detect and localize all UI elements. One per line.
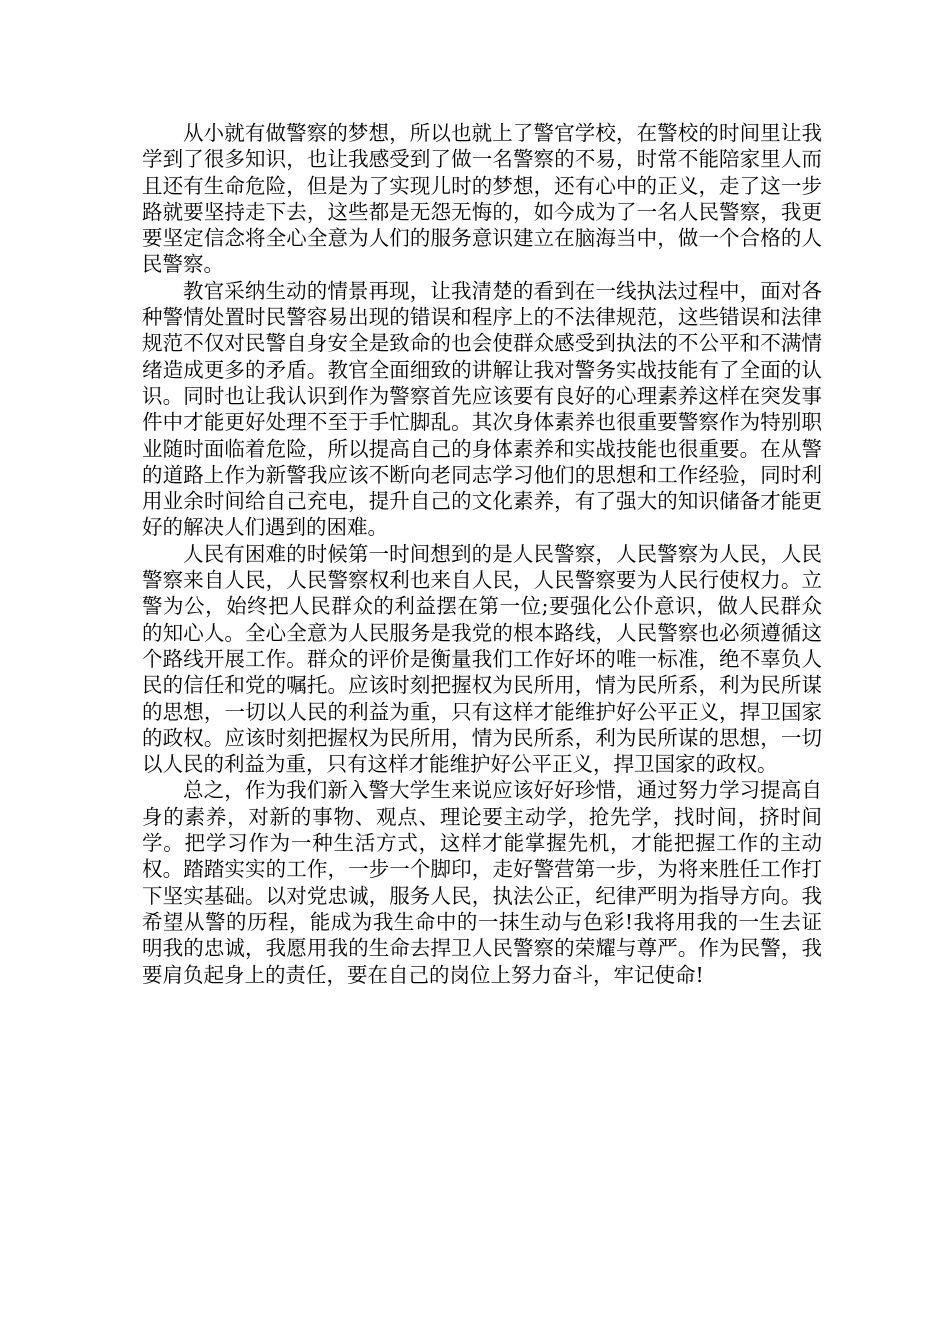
paragraph-1: 从小就有做警察的梦想，所以也就上了警官学校，在警校的时间里让我学到了很多知识，也让我感受到了做一名警察的不易，时常不能陪家里人而且还有生命危险，但是为了实现儿时的梦想，还有心中的正义，走了这一步路就要坚持走下去，这些都是无怨无悔的，如今成为了一名人民警察，我更要坚定信念将全心全意为人们的服务意识建立在脑海当中，做一个合格的人民警察。 — [142, 121, 822, 277]
paragraph-4: 总之，作为我们新入警大学生来说应该好好珍惜，通过努力学习提高自身的素养，对新的事物、观点、理论要主动学，抢先学，找时间，挤时间学。把学习作为一种生活方式，这样才能掌握先机，才能把握工作的主动权。踏踏实实的工作，一步一个脚印，走好警营第一步，为将来胜任工作打下坚实基础。以对党忠诚，服务人民，执法公正，纪律严明为指导方向。我希望从警的历程，能成为我生命中的一抹生动与色彩!我将用我的一生去证明我的忠诚，我愿用我的生命去捍卫人民警察的荣耀与尊严。作为民警，我要肩负起身上的责任，要在自己的岗位上努力奋斗，牢记使命! — [142, 778, 822, 987]
document-body — [142, 120, 822, 988]
paragraph-3: 人民有困难的时候第一时间想到的是人民警察，人民警察为人民，人民警察来自人民，人民警察权利也来自人民，人民警察要为人民行使权力。立警为公，始终把人民群众的利益摆在第一位;要强化公仆意识，做人民群众的知心人。全心全意为人民服务是我党的根本路线，人民警察也必须遵循这个路线开展工作。群众的评价是衡量我们工作好坏的唯一标准，绝不辜负人民的信任和党的嘱托。应该时刻把握权为民所用，情为民所系，利为民所谋的思想，一切以人民的利益为重，只有这样才能维护好公平正义，捍卫国家的政权。应该时刻把握权为民所用，情为民所系，利为民所谋的思想，一切以人民的利益为重，只有这样才能维护好公平正义，捍卫国家的政权。 — [142, 541, 822, 777]
paragraph-2: 教官采纳生动的情景再现，让我清楚的看到在一线执法过程中，面对各种警情处置时民警容易出现的错误和程序上的不法律规范，这些错误和法律规范不仅对民警自身安全是致命的也会使群众感受到执法的不公平和不满情绪造成更多的矛盾。教官全面细致的讲解让我对警务实战技能有了全面的认识。同时也让我认识到作为警察首先应该要有良好的心理素养这样在突发事件中才能更好处理不至于手忙脚乱。其次身体素养也很重要警察作为特别职业随时面临着危险，所以提高自己的身体素养和实战技能也很重要。在从警的道路上作为新警我应该不断向老同志学习他们的思想和工作经验，同时利用业余时间给自己充电，提升自己的文化素养，有了强大的知识储备才能更好的解决人们遇到的困难。 — [142, 278, 822, 540]
